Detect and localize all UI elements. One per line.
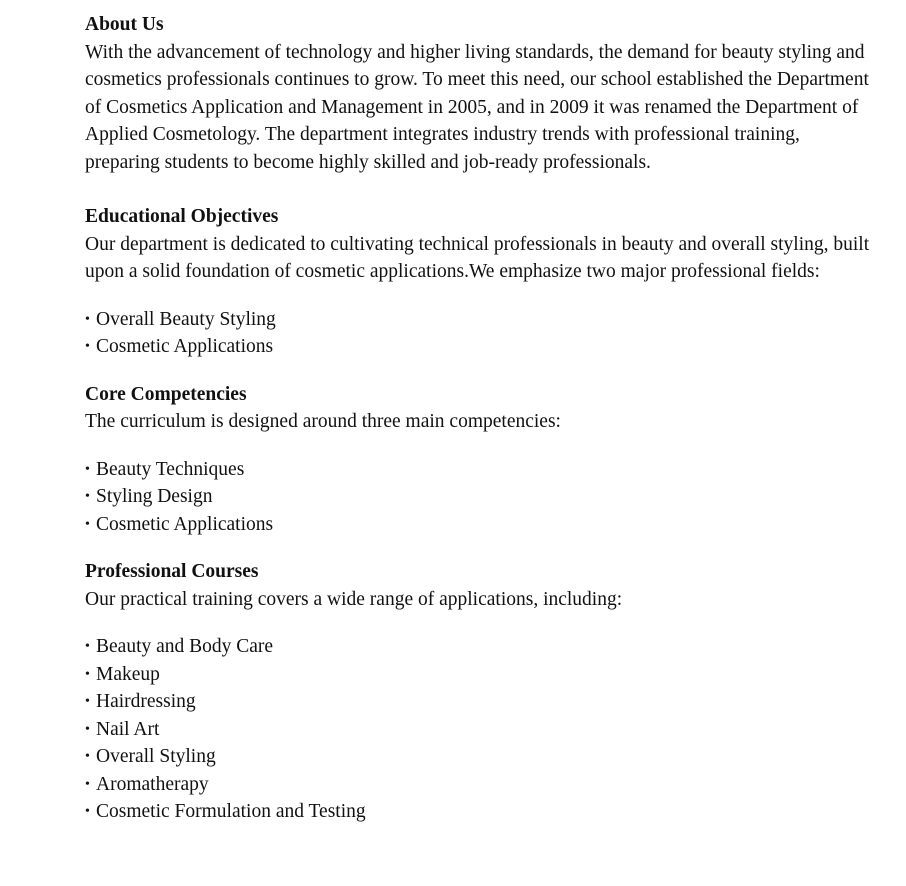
list-item-text: Nail Art (96, 718, 160, 740)
list-item (85, 716, 875, 744)
list-item-text: Beauty Techniques (96, 458, 245, 480)
list-item (85, 743, 875, 771)
section-about-us (85, 11, 875, 176)
bullet-icon: • (85, 489, 90, 504)
list-item-text: Cosmetic Formulation and Testing (96, 801, 366, 822)
bullet-icon: • (85, 339, 90, 354)
list-item (85, 511, 875, 539)
section-paragraph: With the advancement of technology and higher living standards, the demand for beauty styling and cosmetics professionals continues to grow. To meet this need, our school established the Department of Cosmetics Application and Management in 2005, and in 2009 it was renamed the Department of Applied Cosmetology. The department integrates industry trends with professional training, preparing students to become highly skilled and job-ready professionals. (85, 41, 869, 173)
bullet-icon: • (85, 721, 90, 737)
bullet-list (85, 633, 875, 826)
list-item-text: Overall Styling (96, 746, 216, 767)
bullet-icon: • (85, 804, 90, 819)
section-heading: Educational Objectives (85, 206, 279, 227)
bullet-list (85, 456, 875, 539)
list-item-text: Makeup (96, 663, 160, 685)
bullet-icon: • (85, 639, 90, 654)
section-paragraph: Our department is dedicated to cultivating technical professionals in beauty and overall styling, built upon a solid foundation of cosmetic applications.We emphasize two major professional fields: (85, 233, 870, 282)
list-item (85, 633, 875, 661)
list-item-text: Hairdressing (96, 691, 196, 712)
list-item (85, 771, 875, 799)
bullet-icon: • (85, 776, 90, 792)
bullet-icon: • (85, 461, 90, 477)
list-item (85, 306, 875, 334)
list-item (85, 483, 875, 511)
section-paragraph: The curriculum is designed around three main competencies: (85, 411, 561, 432)
bullet-icon: • (85, 311, 90, 327)
list-item-text: Aromatherapy (96, 773, 209, 795)
section-paragraph: Our practical training covers a wide range of applications, including: (85, 588, 623, 610)
bullet-icon: • (85, 516, 90, 532)
list-item-text: Styling Design (96, 486, 213, 507)
section-heading: Professional Courses (85, 561, 259, 582)
list-item-text: Cosmetic Applications (96, 513, 274, 535)
list-item (85, 798, 875, 826)
section-professional-courses (85, 558, 875, 826)
bullet-icon: • (85, 694, 90, 709)
section-core-competencies (85, 381, 875, 539)
bullet-icon: • (85, 666, 90, 682)
list-item (85, 333, 875, 361)
bullet-list (85, 306, 875, 361)
list-item (85, 688, 875, 716)
list-item-text: Beauty and Body Care (96, 636, 274, 657)
section-heading: About Us (85, 14, 164, 35)
section-heading: Core Competencies (85, 383, 247, 405)
document-page (85, 11, 875, 846)
bullet-icon: • (85, 749, 90, 764)
list-item-text: Cosmetic Applications (96, 336, 274, 357)
list-item (85, 456, 875, 484)
list-item-text: Overall Beauty Styling (96, 308, 276, 330)
list-item (85, 661, 875, 689)
section-educational-objectives (85, 203, 875, 361)
